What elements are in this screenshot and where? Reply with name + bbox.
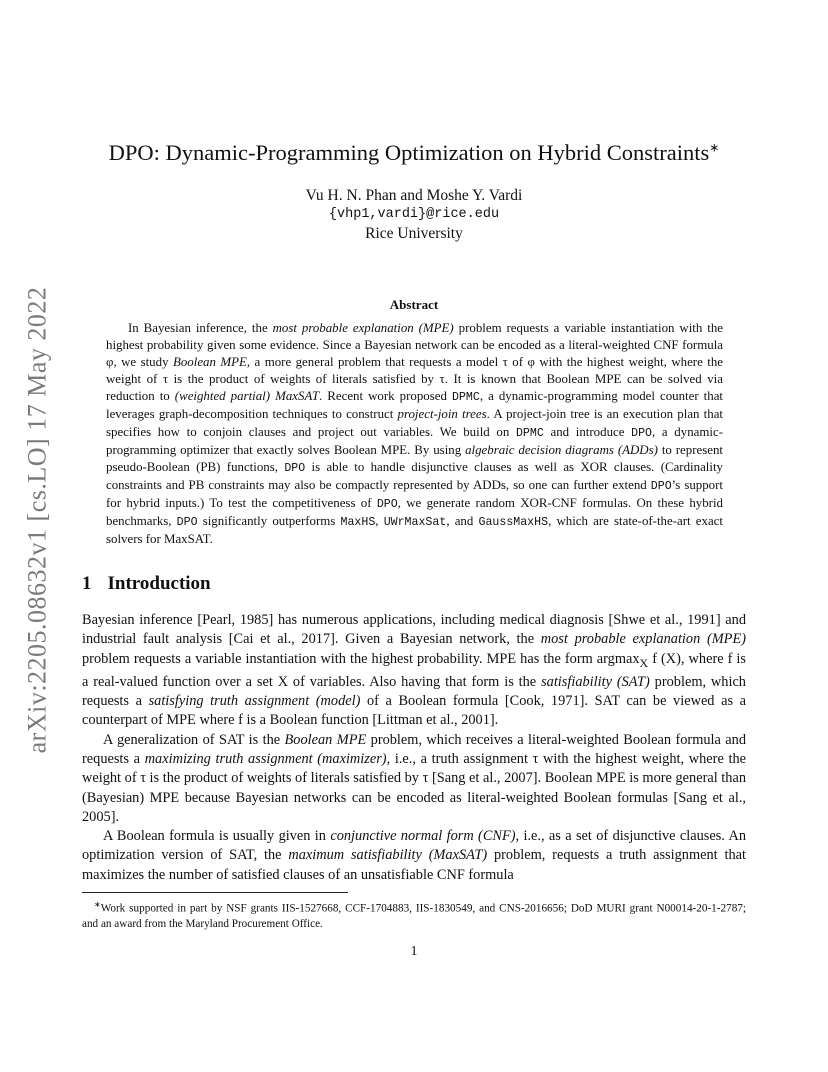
text-run: problem, requests a truth assignment that maximizes the number of satisfied clauses of an unsatisfiable CNF formula [82,847,746,883]
emphasized-text: most probable explanation (MPE) [272,321,454,335]
section-title: Introduction [107,573,211,594]
title-footnote-mark: ∗ [709,140,720,155]
introduction-body [82,611,746,885]
code-term: DPO [631,426,653,440]
code-term: DPMC [451,391,480,405]
text-run: is able to handle disjunctive clauses as well as XOR clauses. (Cardinality constraints and PB constraints may also be compactly represented by ADDs, so one can further extend [106,459,723,492]
emphasized-text: algebraic decision diagrams (ADDs) [465,442,658,457]
code-term: UWrMaxSat [383,516,447,530]
section-number: 1 [82,573,92,594]
footnote-mark: ∗ [94,900,101,909]
paper-title-text: DPO: Dynamic-Programming Optimization on Hybrid Constraints [108,140,710,165]
emphasized-text: conjunctive normal form (CNF) [330,828,516,845]
text-run: problem requests a variable instantiation with the highest probability given some evidence. Since a Bayesian network can be encoded as a literal-weighted CNF formula φ, we study [106,321,723,370]
text-run: , a dynamic-programming model counter that leverages graph-decomposition techniques to construct [106,389,724,422]
text-run: . A project-join tree is an execution plan that specifies how to conjoin clauses and project out variables. We build on [106,407,723,439]
code-term: DPO [284,461,306,475]
text-run: , and [446,514,479,529]
text-run: , [375,514,384,529]
text-run: , we generate random XOR-CNF formulas. On these hybrid benchmarks, [106,495,723,529]
text-run: , which are state-of-the-art exact solvers for MaxSAT. [106,514,723,547]
abstract-text [106,320,723,548]
emphasized-text: maximum satisfiability (MaxSAT) [288,847,488,864]
text-run: , i.e., as a set of disjunctive clauses. An optimization version of SAT, the [82,828,746,864]
emphasized-text: (weighted partial) MaxSAT [174,389,320,404]
text-run: problem, which requests a [82,673,746,710]
footnote-divider [82,892,348,893]
paragraph [82,611,746,731]
paragraph [82,827,746,885]
section-heading-introduction [82,573,211,595]
code-term: DPMC [515,426,544,440]
text-run: of a Boolean formula [Cook, 1971]. SAT can be viewed as a counterpart of MPE where f is a Boolean function [Littman et al., 2001]. [82,693,746,729]
author-email: {vhp1,vardi}@rice.edu [328,207,500,222]
code-term: DPO [376,497,398,511]
paper-title [60,140,768,166]
abstract-heading: Abstract [389,297,439,312]
text-run: , i.e., a truth assignment τ with the highest weight, where the weight of τ is the product of weights of literals satisfied by τ [Sang et al., 2007]. Boolean MPE is more general than (Bayesian) MPE because Bayesian networks can be encoded as literal-weighted Boolean formulas [Sang et al., 2005]. [82,750,746,825]
code-term: DPO [650,479,672,493]
text-run: , a dynamic-programming optimizer that exactly solves Boolean MPE. By using [106,424,723,457]
emphasized-text: Boolean MPE [284,731,367,748]
emphasized-text: satisfying truth assignment (model) [148,693,361,710]
text-run: ’s support for hybrid inputs.) To test the competitiveness of [106,477,723,510]
emphasized-text: maximizing truth assignment (maximizer) [144,750,387,767]
text-run: Bayesian inference [Pearl, 1985] has numerous applications, including medical diagnosis [Shwe et al., 1991] and industrial fault analysis [Cai et al., 2017]. Given a Bayesian network, the [82,612,746,648]
emphasized-text: most probable explanation (MPE) [540,631,746,648]
arxiv-identifier-stamp [19,280,55,760]
code-term: MaxHS [340,516,376,530]
code-term: DPO [176,516,198,530]
text-run: X [639,655,649,670]
text-run: . Recent work proposed [319,389,452,404]
text-run: problem, which receives a literal-weighted Boolean formula and requests a [82,731,747,767]
text-run: , a more general problem that requests a model τ of φ with the highest weight, where the weight of τ is the product of weights of literals satisfied by τ. It is known that Boolean MPE can be solved via reduction to [106,355,724,404]
author-names: Vu H. N. Phan and Moshe Y. Vardi [305,187,523,204]
footnote-text: Work supported in part by NSF grants IIS-1527668, CCF-1704883, IIS-1830549, and CNS-2016656; DoD MURI grant N00014-20-1-2787; and an award from the Maryland Procurement Office. [82,902,746,930]
text-run: f (X), where f is a real-valued function over a set X of variables. Also having that form is the [82,650,746,690]
text-run: A Boolean formula is usually given in [103,828,331,845]
emphasized-text: Boolean MPE [172,355,247,370]
code-term: GaussMaxHS [478,516,549,530]
arxiv-identifier-text: arXiv:2205.08632v1 [cs.LO] 17 May 2022 [22,286,51,754]
emphasized-text: satisfiability (SAT) [541,673,650,690]
footnote [82,897,746,932]
text-run: significantly outperforms [197,514,341,529]
text-run: to represent pseudo-Boolean (PB) functions, [106,442,723,474]
author-block [60,186,768,243]
paragraph [82,731,746,827]
text-run: A generalization of SAT is the [103,731,285,748]
text-run: problem requests a variable instantiation with the highest probability. MPE has the form argmax [82,650,640,667]
text-run: In Bayesian inference, the [128,321,273,335]
author-affiliation: Rice University [365,225,463,242]
page-number: 1 [410,944,418,959]
emphasized-text: project-join trees [397,407,487,422]
text-run: and introduce [543,424,632,439]
